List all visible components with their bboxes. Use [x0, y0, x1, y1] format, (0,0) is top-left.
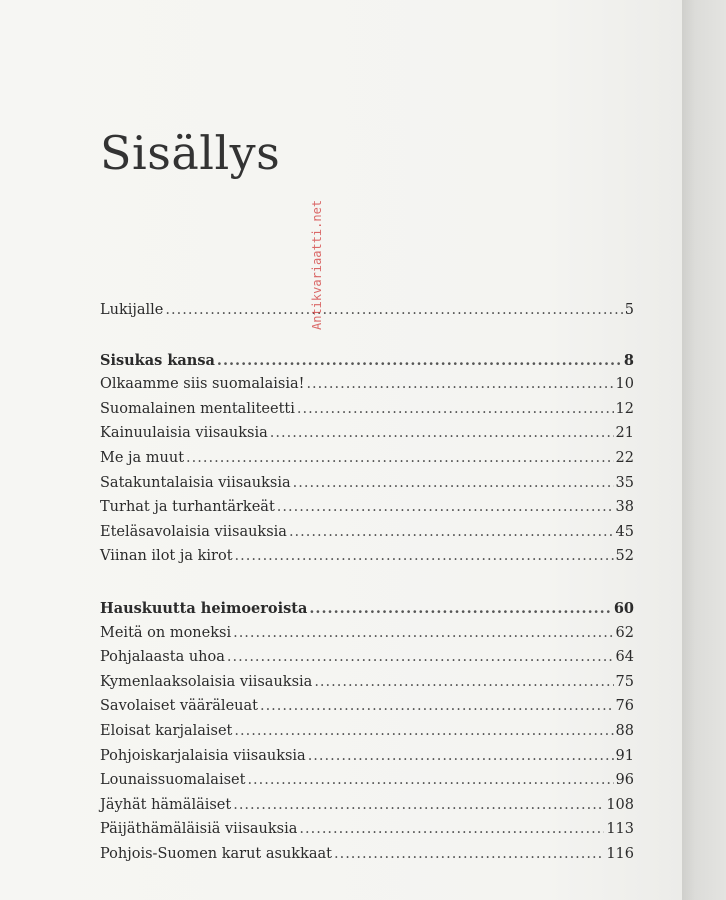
toc-entry	[100, 425, 634, 450]
toc-entry	[100, 698, 634, 723]
toc-entry-label: Lounaissuomalaiset	[100, 772, 246, 789]
toc-page-number: 60	[613, 599, 634, 617]
toc-entry	[100, 475, 634, 500]
toc-entry-label: Suomalainen mentaliteetti	[100, 400, 295, 417]
toc-entry	[100, 302, 634, 327]
toc-dot-leader	[289, 524, 614, 540]
toc-entry	[100, 524, 634, 549]
toc-page-number: 10	[615, 376, 634, 393]
toc-dot-leader	[299, 821, 604, 837]
toc-entry	[100, 674, 634, 699]
toc-entry	[100, 772, 634, 797]
toc-page-number: 35	[615, 474, 634, 491]
toc-entry	[100, 499, 634, 524]
toc-section-heading	[100, 600, 634, 625]
toc-dot-leader	[297, 401, 614, 417]
toc-page-number: 75	[615, 673, 634, 690]
toc-entry-label: Sisukas kansa	[100, 351, 215, 369]
toc-page-number: 8	[623, 351, 634, 369]
toc-page-number: 52	[615, 548, 634, 565]
toc-entry-label: Turhat ja turhantärkeät	[100, 499, 275, 516]
toc-dot-leader	[270, 425, 614, 441]
toc-dot-leader	[234, 723, 613, 739]
toc-dot-leader	[260, 698, 614, 714]
toc-entry-label: Pohjoiskarjalaisia viisauksia	[100, 747, 306, 764]
toc-dot-leader	[233, 797, 604, 813]
toc-entry-label: Viinan ilot ja kirot	[100, 548, 233, 565]
toc-page-number: 76	[615, 698, 634, 715]
toc-dot-leader	[227, 649, 614, 665]
toc-page-number: 45	[615, 523, 634, 540]
toc-dot-leader	[277, 499, 614, 515]
toc-dot-leader	[314, 674, 613, 690]
watermark: Antikvariaatti.net	[310, 199, 324, 330]
toc-page-number: 64	[615, 649, 634, 666]
toc-dot-leader	[165, 302, 622, 318]
toc-entry	[100, 748, 634, 773]
toc-entry-label: Pohjalaasta uhoa	[100, 649, 225, 666]
toc-page-number: 5	[624, 302, 634, 318]
toc-page-number: 116	[606, 845, 634, 862]
toc-entry-label: Eloisat karjalaiset	[100, 722, 233, 739]
toc-dot-leader	[233, 625, 613, 641]
toc-entry	[100, 723, 634, 748]
toc-entry	[100, 797, 634, 822]
toc-dot-leader	[235, 548, 614, 564]
toc-dot-leader	[334, 846, 604, 862]
toc-entry	[100, 821, 634, 846]
toc-page-number: 96	[615, 772, 634, 789]
toc-page-number: 12	[615, 400, 634, 417]
toc-entry-label: Olkaamme siis suomalaisia!	[100, 376, 305, 393]
toc-dot-leader	[293, 475, 614, 491]
toc-entry-label: Meitä on moneksi	[100, 624, 232, 641]
toc-entry-label: Eteläsavolaisia viisauksia	[100, 523, 287, 540]
toc-page-number: 62	[615, 624, 634, 641]
toc-entry	[100, 401, 634, 426]
toc-page-number: 108	[606, 796, 634, 813]
toc-entry	[100, 649, 634, 674]
toc-entry-label: Savolaiset vääräleuat	[100, 698, 258, 715]
toc-dot-leader	[308, 748, 614, 764]
table-of-contents	[100, 302, 634, 870]
toc-entry-label: Lukijalle	[100, 302, 164, 318]
toc-page-number: 88	[615, 722, 634, 739]
toc-dot-leader	[217, 352, 622, 369]
toc-dot-leader	[247, 772, 613, 788]
toc-entry-label: Päijäthämäläisiä viisauksia	[100, 821, 298, 838]
toc-entry-label: Pohjois-Suomen karut asukkaat	[100, 845, 332, 862]
toc-page-number: 91	[615, 747, 634, 764]
toc-entry	[100, 548, 634, 573]
toc-entry-label: Kymenlaaksolaisia viisauksia	[100, 673, 313, 690]
toc-entry	[100, 625, 634, 650]
toc-page-number: 22	[615, 449, 634, 466]
toc-page-number: 21	[615, 425, 634, 442]
toc-entry-label: Satakuntalaisia viisauksia	[100, 474, 291, 491]
page-title: Sisällys	[100, 126, 281, 180]
toc-dot-leader	[306, 376, 613, 392]
book-spine-shadow	[682, 0, 726, 900]
toc-entry-label: Me ja muut	[100, 449, 185, 466]
toc-section-heading	[100, 352, 634, 377]
section-gap	[100, 327, 634, 352]
toc-entry	[100, 376, 634, 401]
section-gap	[100, 573, 634, 600]
toc-page-number: 38	[615, 499, 634, 516]
toc-entry-label: Hauskuutta heimoeroista	[100, 599, 308, 617]
toc-entry-label: Kainuulaisia viisauksia	[100, 425, 268, 442]
toc-entry	[100, 450, 634, 475]
toc-entry-label: Jäyhät hämäläiset	[100, 796, 232, 813]
toc-dot-leader	[309, 600, 611, 617]
toc-page-number: 113	[606, 821, 634, 838]
toc-entry	[100, 846, 634, 871]
toc-dot-leader	[186, 450, 614, 466]
